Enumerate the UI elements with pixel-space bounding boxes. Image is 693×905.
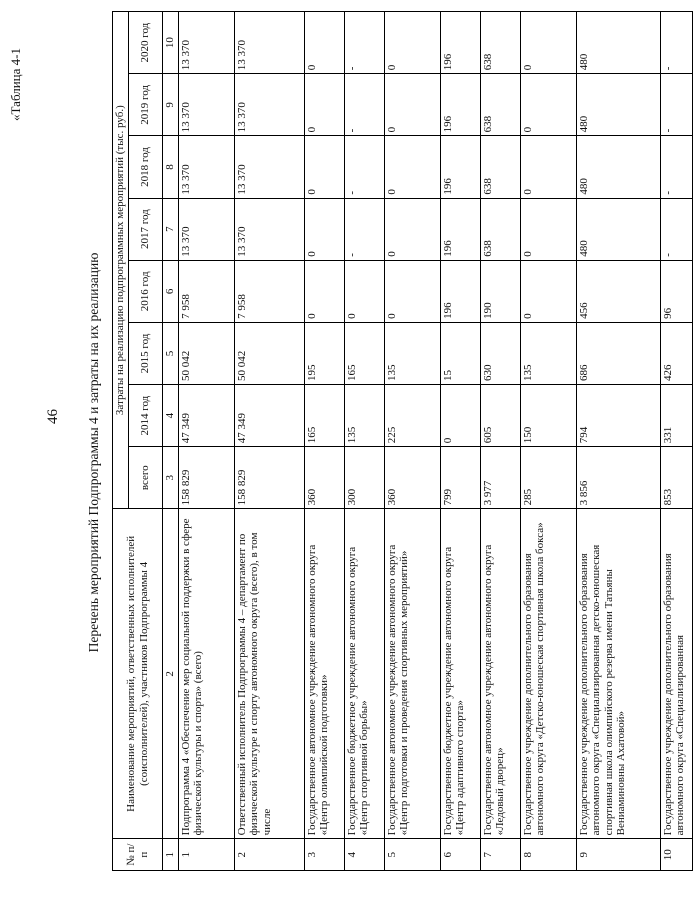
row-year-value: - <box>660 136 692 198</box>
row-year-value: 15 <box>440 322 480 384</box>
index-row <box>163 12 179 871</box>
row-year-value: 165 <box>344 322 384 384</box>
table-row <box>660 12 692 871</box>
row-year-value: 638 <box>480 198 520 260</box>
header-num: № п/п <box>113 839 163 871</box>
row-year-value: 0 <box>520 12 576 74</box>
row-year-value: 686 <box>576 322 660 384</box>
row-year-value: 0 <box>304 12 344 74</box>
index-cell: 4 <box>163 385 179 447</box>
index-cell: 9 <box>163 74 179 136</box>
index-cell: 2 <box>163 509 179 839</box>
row-year-value: 135 <box>384 322 440 384</box>
row-total: 3 856 <box>576 447 660 509</box>
table-row <box>520 12 576 871</box>
row-year-value: 0 <box>384 74 440 136</box>
row-total: 360 <box>384 447 440 509</box>
row-year-value: 0 <box>304 136 344 198</box>
row-year-value: 196 <box>440 136 480 198</box>
row-year-value: 638 <box>480 74 520 136</box>
row-year-value: - <box>660 74 692 136</box>
header-total: всего <box>129 447 163 509</box>
row-number: 6 <box>440 839 480 871</box>
row-year-value: 196 <box>440 12 480 74</box>
table-row <box>304 12 344 871</box>
row-name: Государственное автономное учреждение автономного округа «Ледовый дворец» <box>480 509 520 839</box>
row-year-value: 150 <box>520 385 576 447</box>
row-year-value: 638 <box>480 136 520 198</box>
row-year-value: 195 <box>304 322 344 384</box>
row-year-value: 47 349 <box>234 385 304 447</box>
row-total: 360 <box>304 447 344 509</box>
row-year-value: 0 <box>344 260 384 322</box>
row-name: Подпрограмма 4 «Обеспечение мер социальной поддержки в сфере физической культуры и спорта» (всего) <box>178 509 234 839</box>
row-number: 7 <box>480 839 520 871</box>
row-name: Государственное автономное учреждение автономного округа «Центр подготовки и проведения спортивных мероприятий» <box>384 509 440 839</box>
row-year-value: 13 370 <box>234 136 304 198</box>
row-year-value: 13 370 <box>234 198 304 260</box>
row-name: Ответственный исполнитель Подпрограммы 4 – департамент по физической культуре и спорту автономного округа (всего), в том числе <box>234 509 304 839</box>
costs-table <box>112 11 693 871</box>
header-name: Наименование мероприятий, ответственных исполнителей (соисполнителей), участников Подпрограммы 4 <box>113 509 163 839</box>
row-name: Государственное учреждение дополнительного образования автономного округа «Детско-юношеская спортивная школа бокса» <box>520 509 576 839</box>
header-year: 2020 год <box>129 12 163 74</box>
row-name: Государственное учреждение дополнительного образования автономного округа «Специализированная детско-юношеская спортивная школа олимпийского резерва имени Татьяны Вениаминовны Ахатовой» <box>576 509 660 839</box>
row-total: 300 <box>344 447 384 509</box>
table-label: «Таблица 4-1 <box>8 48 23 121</box>
row-year-value: 13 370 <box>178 12 234 74</box>
row-total: 799 <box>440 447 480 509</box>
row-year-value: 7 958 <box>178 260 234 322</box>
row-total: 3 977 <box>480 447 520 509</box>
row-year-value: 426 <box>660 322 692 384</box>
index-cell: 7 <box>163 198 179 260</box>
row-year-value: 630 <box>480 322 520 384</box>
row-total: 285 <box>520 447 576 509</box>
row-number: 8 <box>520 839 576 871</box>
row-year-value: 331 <box>660 385 692 447</box>
row-year-value: 0 <box>440 385 480 447</box>
row-year-value: 605 <box>480 385 520 447</box>
row-year-value: 13 370 <box>178 136 234 198</box>
row-year-value: 225 <box>384 385 440 447</box>
row-year-value: 96 <box>660 260 692 322</box>
row-year-value: 480 <box>576 136 660 198</box>
row-year-value: 7 958 <box>234 260 304 322</box>
row-year-value: 0 <box>384 260 440 322</box>
header-costs: Затраты на реализацию подпрограммных мероприятий (тыс. руб.) <box>113 12 129 509</box>
header-year: 2015 год <box>129 322 163 384</box>
row-year-value: 0 <box>520 198 576 260</box>
table-row <box>480 12 520 871</box>
row-year-value: 196 <box>440 74 480 136</box>
row-name: Государственное бюджетное учреждение автономного округа «Центр спортивной борьбы» <box>344 509 384 839</box>
row-name: Государственное учреждение дополнительного образования автономного округа «Специализированная <box>660 509 692 839</box>
row-year-value: 196 <box>440 198 480 260</box>
row-year-value: 0 <box>520 260 576 322</box>
table-row <box>178 12 234 871</box>
row-year-value: 13 370 <box>234 74 304 136</box>
row-year-value: - <box>344 74 384 136</box>
row-year-value: 0 <box>384 198 440 260</box>
row-total: 158 829 <box>178 447 234 509</box>
row-year-value: 0 <box>304 198 344 260</box>
row-year-value: 47 349 <box>178 385 234 447</box>
row-name: Государственное бюджетное учреждение автономного округа «Центр адаптивного спорта» <box>440 509 480 839</box>
header-year: 2016 год <box>129 260 163 322</box>
row-total: 853 <box>660 447 692 509</box>
row-year-value: 50 042 <box>234 322 304 384</box>
header-year: 2014 год <box>129 385 163 447</box>
row-number: 3 <box>304 839 344 871</box>
row-year-value: 190 <box>480 260 520 322</box>
row-year-value: 0 <box>384 136 440 198</box>
row-name: Государственное автономное учреждение автономного округа «Центр олимпийской подготовки» <box>304 509 344 839</box>
row-year-value: - <box>344 12 384 74</box>
row-year-value: 794 <box>576 385 660 447</box>
row-year-value: - <box>344 136 384 198</box>
table-row <box>344 12 384 871</box>
row-year-value: 50 042 <box>178 322 234 384</box>
row-year-value: 135 <box>344 385 384 447</box>
row-year-value: - <box>660 198 692 260</box>
index-cell: 10 <box>163 12 179 74</box>
row-year-value: - <box>660 12 692 74</box>
index-cell: 5 <box>163 322 179 384</box>
row-year-value: 480 <box>576 74 660 136</box>
row-year-value: 480 <box>576 198 660 260</box>
table-row <box>234 12 304 871</box>
row-year-value: 0 <box>520 74 576 136</box>
index-cell: 1 <box>163 839 179 871</box>
row-year-value: 13 370 <box>234 12 304 74</box>
row-year-value: 0 <box>384 12 440 74</box>
row-year-value: 456 <box>576 260 660 322</box>
table-row <box>440 12 480 871</box>
row-number: 4 <box>344 839 384 871</box>
row-number: 10 <box>660 839 692 871</box>
row-year-value: 0 <box>520 136 576 198</box>
row-year-value: 165 <box>304 385 344 447</box>
header-year: 2017 год <box>129 198 163 260</box>
header-year: 2018 год <box>129 136 163 198</box>
row-year-value: 13 370 <box>178 198 234 260</box>
index-cell: 3 <box>163 447 179 509</box>
row-year-value: - <box>344 198 384 260</box>
row-total: 158 829 <box>234 447 304 509</box>
row-year-value: 0 <box>304 74 344 136</box>
row-year-value: 196 <box>440 260 480 322</box>
row-year-value: 480 <box>576 12 660 74</box>
document-title: Перечень мероприятий Подпрограммы 4 и затраты на их реализацию <box>86 252 101 653</box>
row-number: 9 <box>576 839 660 871</box>
table-row <box>384 12 440 871</box>
table-row <box>576 12 660 871</box>
header-year: 2019 год <box>129 74 163 136</box>
row-year-value: 13 370 <box>178 74 234 136</box>
index-cell: 8 <box>163 136 179 198</box>
row-year-value: 135 <box>520 322 576 384</box>
row-number: 2 <box>234 839 304 871</box>
row-number: 1 <box>178 839 234 871</box>
page-number: 46 <box>45 409 61 424</box>
row-year-value: 638 <box>480 12 520 74</box>
row-number: 5 <box>384 839 440 871</box>
index-cell: 6 <box>163 260 179 322</box>
row-year-value: 0 <box>304 260 344 322</box>
